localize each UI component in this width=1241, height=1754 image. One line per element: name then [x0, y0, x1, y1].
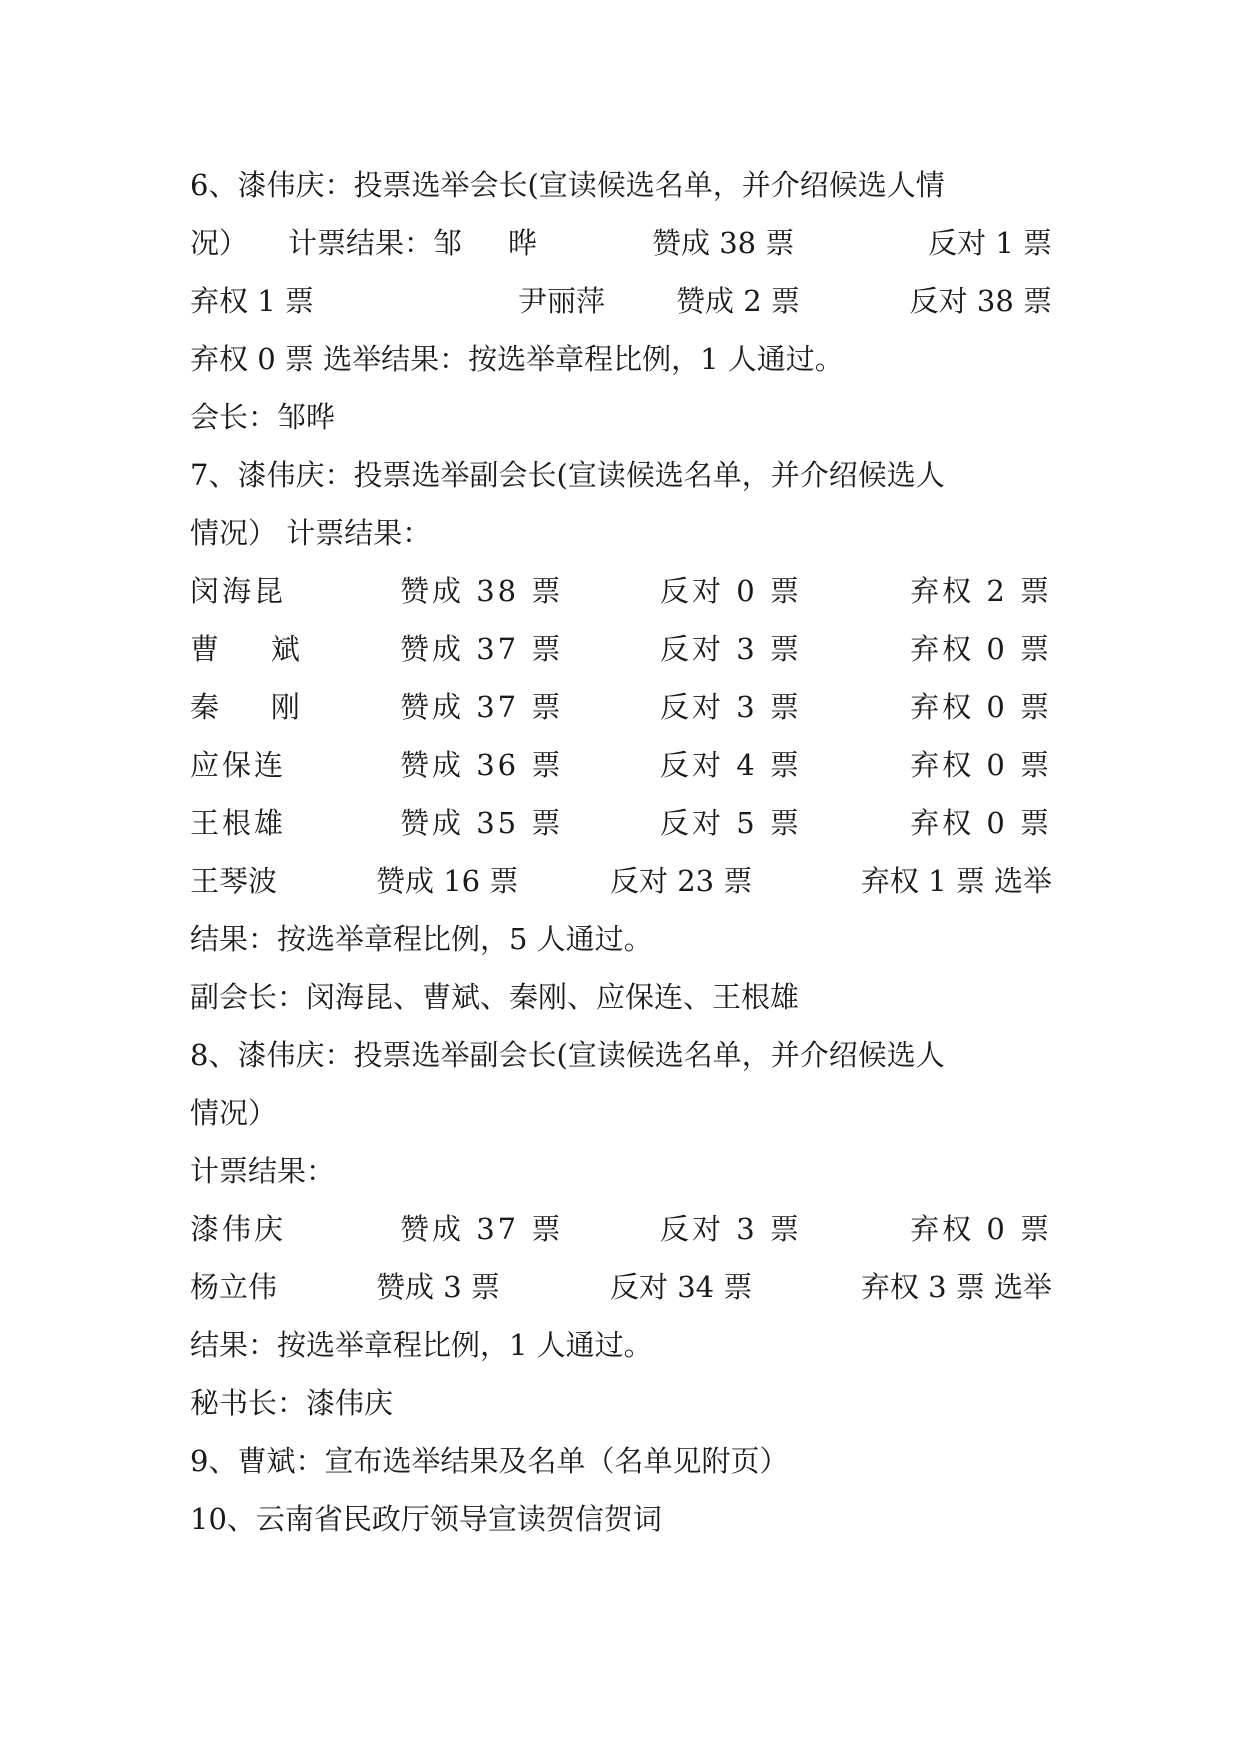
- vote-row: [190, 571, 1052, 611]
- vote-row: [190, 861, 1052, 901]
- votes-against: 反对 0 票: [660, 574, 802, 608]
- text-fragment: 弃权 1 票: [190, 284, 314, 318]
- votes-abstain: 弃权 0 票: [910, 690, 1052, 724]
- candidate-name: 王根雄: [190, 806, 287, 840]
- votes-against: 反对 23 票: [610, 864, 753, 898]
- text-fragment: 尹丽萍: [518, 284, 606, 318]
- vote-row: [190, 1209, 1052, 1249]
- candidate-name: 杨立伟: [190, 1270, 278, 1304]
- votes-against: 反对 4 票: [660, 748, 802, 782]
- secretary-result-text: 结果：按选举章程比例，1 人通过。: [190, 1328, 653, 1362]
- vice-president-result: 副会长：闵海昆、曹斌、秦刚、应保连、王根雄: [190, 980, 800, 1014]
- secretary-general-result: 秘书长：漆伟庆: [190, 1386, 394, 1420]
- candidate-name: 漆伟庆: [190, 1212, 287, 1246]
- vice-result: 结果：按选举章程比例，5 人通过。: [190, 922, 653, 956]
- votes-abstain: 弃权 2 票: [910, 574, 1052, 608]
- item-10: 10、云南省民政厅领导宣读贺信贺词: [190, 1502, 662, 1536]
- votes-for: 赞成 37 票: [400, 632, 564, 666]
- votes-against: 反对 5 票: [660, 806, 802, 840]
- item-6-count-row-2: [190, 281, 1052, 321]
- candidate-name: 闵海昆: [190, 574, 287, 608]
- votes-against: 反对 3 票: [660, 1212, 802, 1246]
- votes-for: 赞成 37 票: [400, 690, 564, 724]
- votes-against: 反对 34 票: [610, 1270, 753, 1304]
- vote-row: [190, 745, 1052, 785]
- text-fragment: 反对 1 票: [928, 226, 1052, 260]
- item-7-count-label: 情况） 计票结果：: [190, 516, 432, 550]
- item-6-result: 弃权 0 票 选举结果：按选举章程比例，1 人通过。: [190, 342, 844, 376]
- text-fragment: 况）: [190, 226, 249, 260]
- vote-row: [190, 803, 1052, 843]
- votes-against: 反对 3 票: [660, 632, 802, 666]
- votes-abstain: 弃权 0 票: [910, 748, 1052, 782]
- item-6-heading: 6、漆伟庆：投票选举会长(宣读候选名单，并介绍候选人情: [190, 168, 945, 202]
- votes-for: 赞成 36 票: [400, 748, 564, 782]
- candidate-name: 王琴波: [190, 864, 278, 898]
- text-fragment: 计票结果：邹: [288, 226, 463, 260]
- candidate-name: 应保连: [190, 748, 287, 782]
- item-6-count-row: [190, 223, 1052, 263]
- president-result: 会长：邹晔: [190, 400, 336, 434]
- votes-for: 赞成 38 票: [400, 574, 564, 608]
- vote-row: [190, 1267, 1052, 1307]
- text-fragment: 赞成 38 票: [652, 226, 795, 260]
- candidate-name: 秦 刚: [190, 690, 303, 724]
- votes-abstain: 弃权 0 票: [910, 632, 1052, 666]
- item-9: 9、曹斌：宣布选举结果及名单（名单见附页）: [190, 1444, 789, 1478]
- vote-row: [190, 629, 1052, 669]
- votes-abstain: 弃权 3 票 选举: [860, 1270, 1052, 1304]
- votes-for: 赞成 16 票: [376, 864, 519, 898]
- item-8-heading: 8、漆伟庆：投票选举副会长(宣读候选名单，并介绍候选人: [190, 1038, 945, 1072]
- votes-abstain: 弃权 1 票 选举: [860, 864, 1052, 898]
- text-fragment: 反对 38 票: [909, 284, 1052, 318]
- votes-for: 赞成 37 票: [400, 1212, 564, 1246]
- text-fragment: 晔: [508, 226, 538, 260]
- item-8-heading-cont: 情况）: [190, 1096, 278, 1130]
- votes-for: 赞成 35 票: [400, 806, 564, 840]
- votes-for: 赞成 3 票: [376, 1270, 500, 1304]
- text-fragment: 赞成 2 票: [676, 284, 800, 318]
- votes-against: 反对 3 票: [660, 690, 802, 724]
- candidate-name: 曹 斌: [190, 632, 303, 666]
- vote-row: [190, 687, 1052, 727]
- item-7-heading: 7、漆伟庆：投票选举副会长(宣读候选名单，并介绍候选人: [190, 458, 945, 492]
- votes-abstain: 弃权 0 票: [910, 806, 1052, 840]
- item-8-count-label: 计票结果：: [190, 1154, 336, 1188]
- votes-abstain: 弃权 0 票: [910, 1212, 1052, 1246]
